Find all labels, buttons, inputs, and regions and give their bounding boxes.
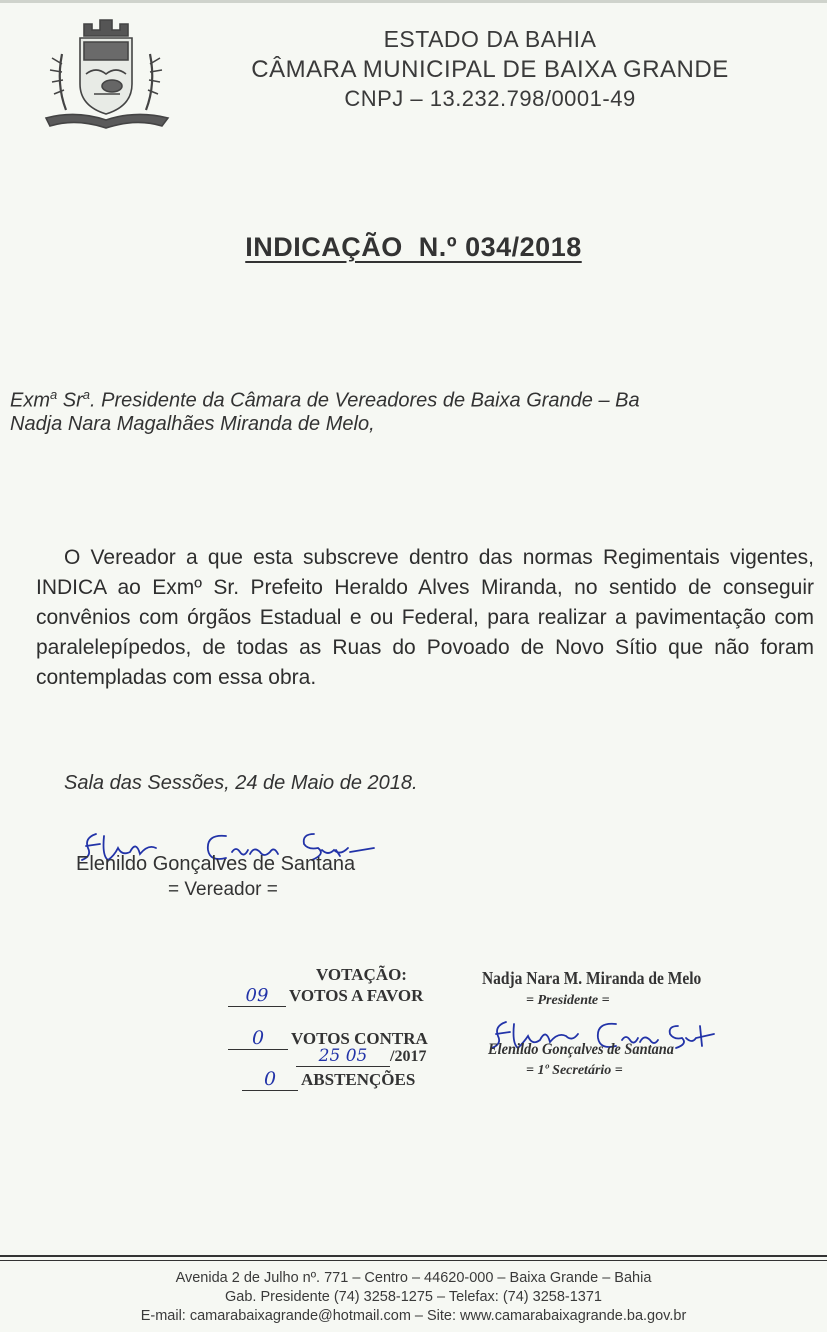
votes-contra-count: 0 [251, 1027, 265, 1049]
votes-contra-label: VOTOS CONTRA [291, 1029, 428, 1048]
voting-date-year: /2017 [390, 1048, 427, 1065]
councilor-name: Elenildo Gonçalves de Santana [76, 853, 356, 875]
addressee-exma-sup: a [50, 387, 58, 402]
footer-rule-thin [0, 1260, 827, 1261]
addressee-sra-sup: a [82, 387, 91, 402]
cnpj-heading: CNPJ – 13.232.798/0001-49 [344, 86, 636, 111]
body-paragraph [36, 543, 814, 693]
paper-top-edge [0, 0, 827, 3]
secretary-stamp-role: = 1º Secretário = [526, 1063, 623, 1078]
voting-date-handwritten: 25 05 [318, 1046, 368, 1066]
votes-favor-label: VOTOS A FAVOR [289, 986, 424, 1005]
votes-contra-blank [228, 1027, 288, 1050]
abstencoes-label: ABSTENÇÕES [301, 1070, 416, 1089]
votes-favor-blank [228, 985, 286, 1007]
abstencoes-blank [242, 1068, 298, 1091]
votes-favor-count: 09 [245, 985, 269, 1006]
voting-title: VOTAÇÃO: [316, 965, 407, 984]
addressee-title: . Presidente da Câmara de Vereadores de Baixa Grande – Ba [90, 389, 640, 412]
footer-phones: Gab. Presidente (74) 3258-1275 – Telefax: (74) 3258-1371 [225, 1289, 602, 1305]
addressee-exma: Exm [10, 389, 50, 412]
abstencoes-row [242, 1068, 415, 1091]
document-title: INDICAÇÃO N.º 034/2018 [245, 232, 582, 262]
body-text: O Vereador a que esta subscreve dentro das normas Regimentais vigentes, INDICA ao Exmº Sr. Prefeito Heraldo Alves Miranda, no sentido de conseguir convênios com órgãos Estadual e ou Federal, para realizar a pavimentação com paralelepípedos, de todas as Ruas do Povoado de Novo Sítio que não foram contempladas com essa obra. [36, 546, 814, 689]
footer-contact: E-mail: camarabaixagrande@hotmail.com – Site: www.camarabaixagrande.ba.gov.br [140, 1308, 687, 1324]
addressee-sra: Sr [57, 389, 83, 412]
addressee-line-2: Nadja Nara Magalhães Miranda de Melo, [10, 413, 375, 435]
chamber-heading: CÂMARA MUNICIPAL DE BAIXA GRANDE [251, 56, 729, 83]
municipal-coat-of-arms-icon [36, 14, 176, 132]
addressee-line-1 [10, 387, 640, 413]
voting-date-row [296, 1046, 426, 1067]
state-heading: ESTADO DA BAHIA [383, 26, 597, 52]
president-stamp-name: Nadja Nara M. Miranda de Melo [482, 968, 702, 988]
president-stamp-role: = Presidente = [526, 993, 610, 1008]
votes-favor-row [228, 985, 423, 1007]
secretary-stamp-name: Elenildo Gonçalves de Santana [488, 1041, 675, 1058]
footer-address: Avenida 2 de Julho nº. 771 – Centro – 44620-000 – Baixa Grande – Bahia [175, 1270, 652, 1286]
abstencoes-count: 0 [263, 1068, 277, 1090]
footer-rule-thick [0, 1255, 827, 1257]
session-date: Sala das Sessões, 24 de Maio de 2018. [64, 772, 418, 794]
voting-date-blank [296, 1046, 390, 1067]
councilor-role: = Vereador = [168, 879, 278, 900]
